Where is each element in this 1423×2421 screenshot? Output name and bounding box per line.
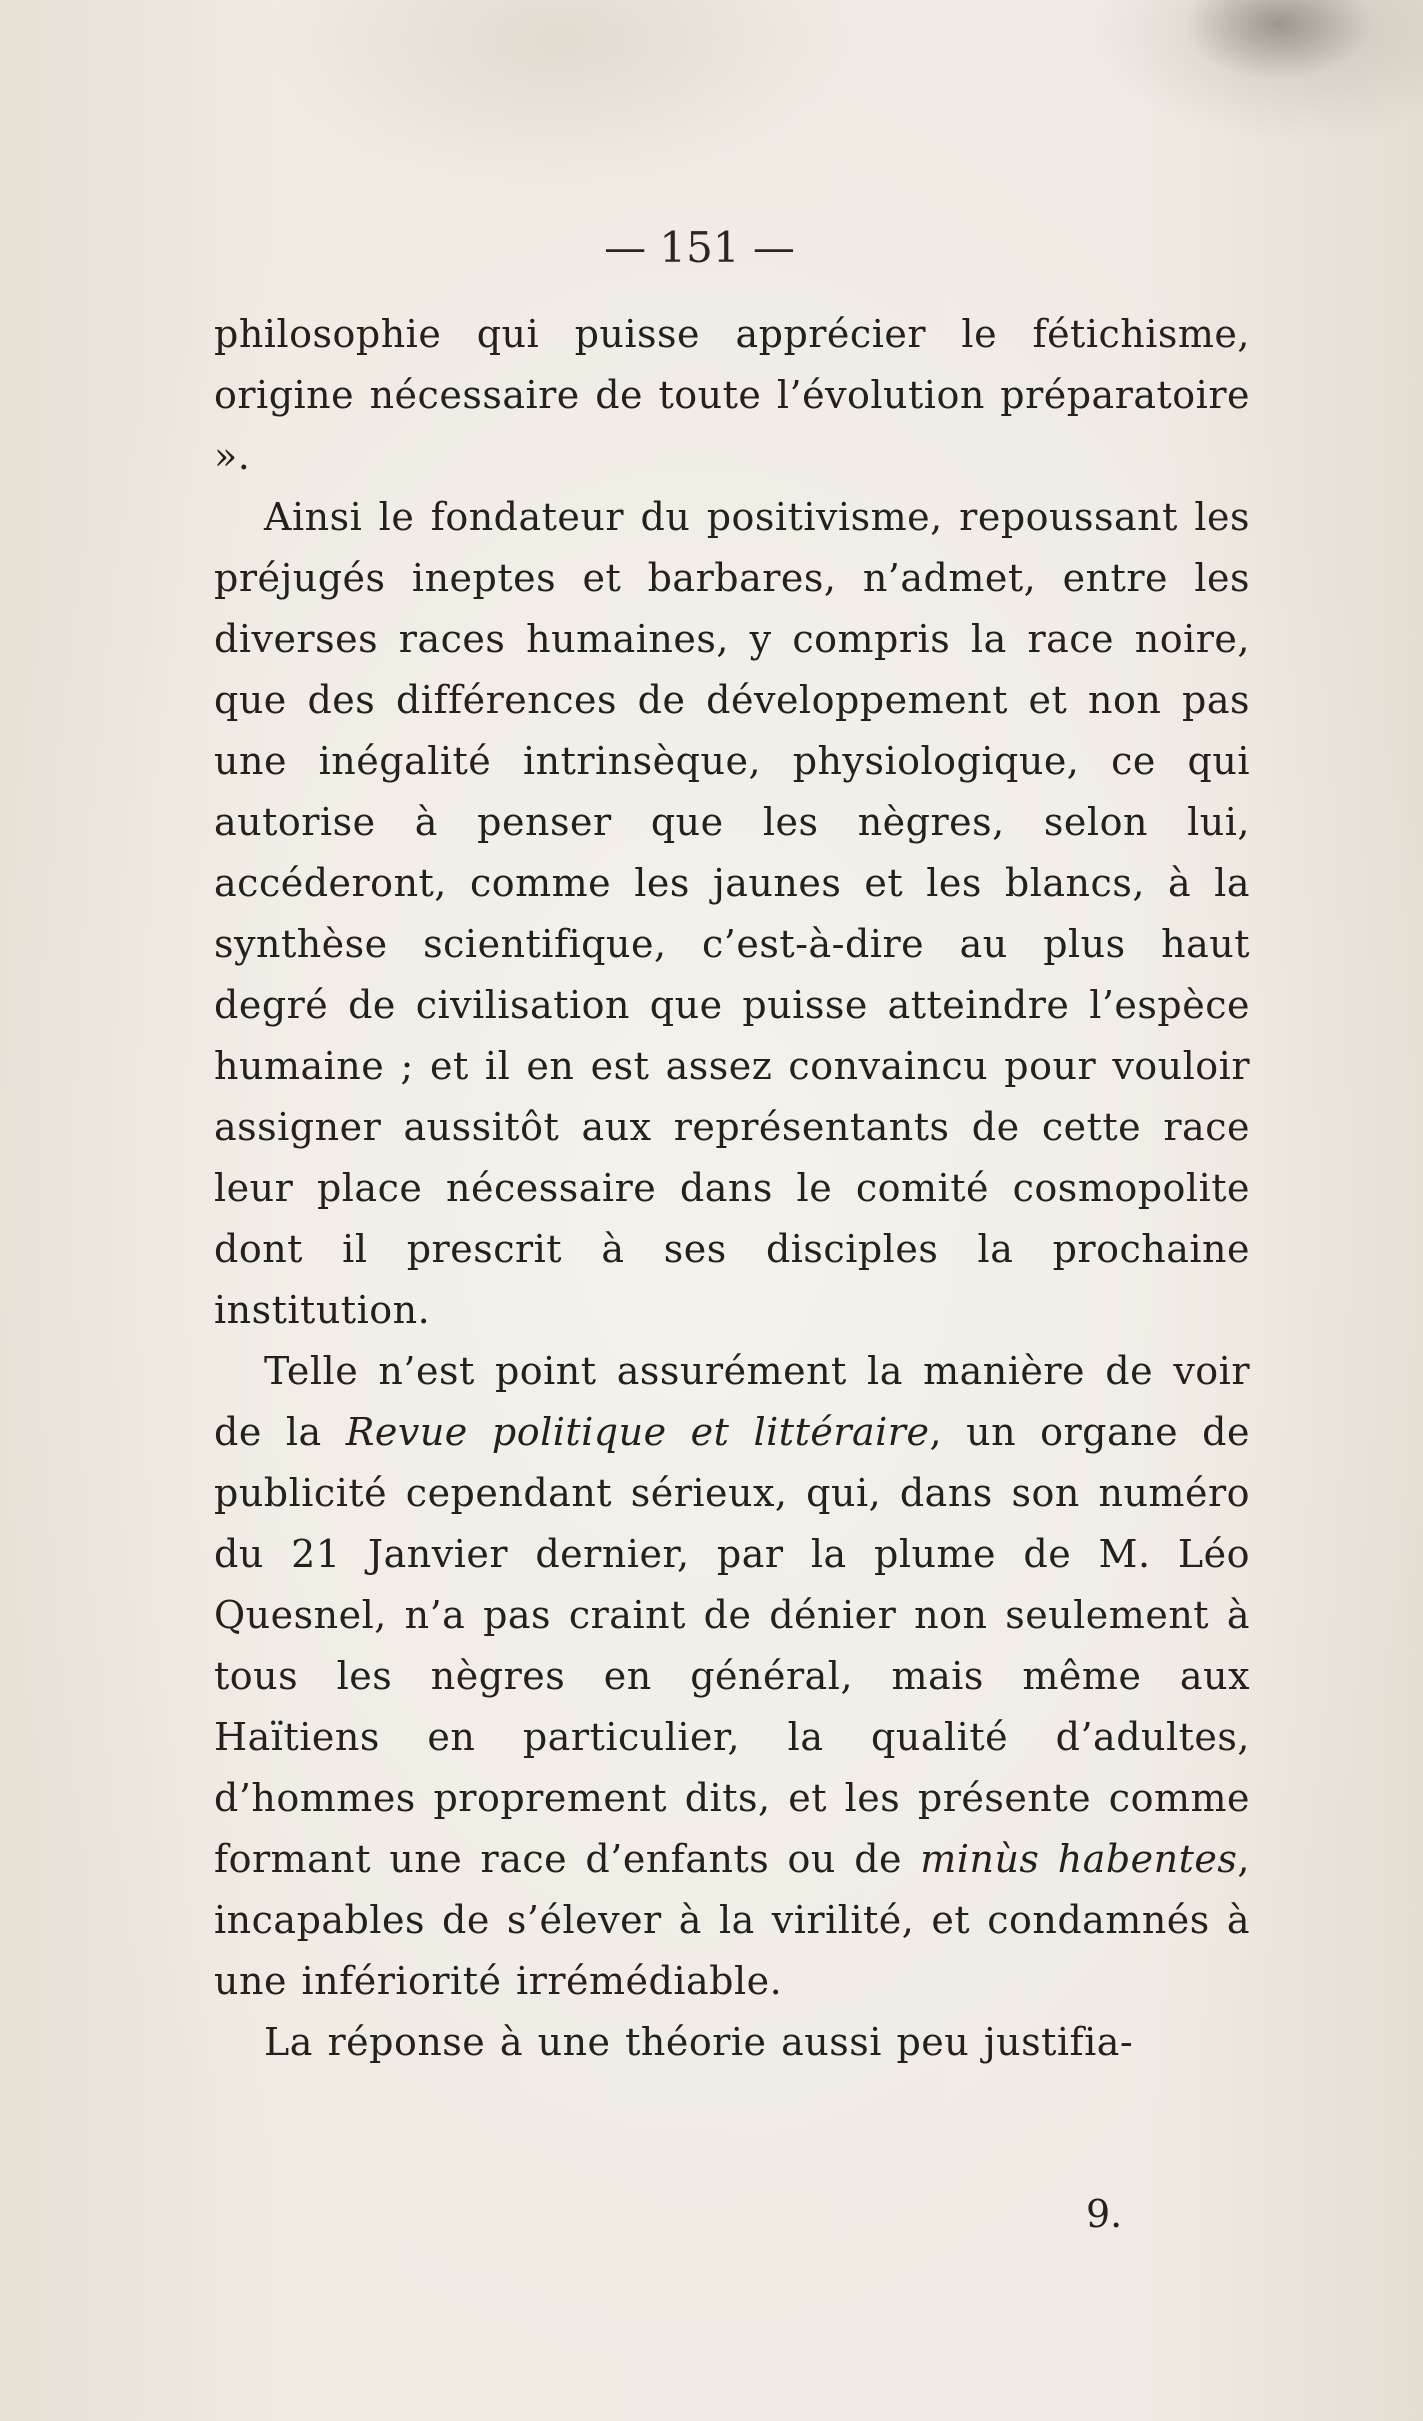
paragraph-text: , incapables de s’élever à la virilité, et condamnés à une infériorité irrémédiable. xyxy=(214,1837,1250,2003)
latin-phrase: minùs habentes xyxy=(920,1837,1238,1881)
paragraph-continued: philosophie qui puisse apprécier le fétichisme, origine nécessaire de toute l’évolution préparatoire ». xyxy=(214,312,1250,478)
journal-title: Revue politique et littéraire xyxy=(345,1410,930,1454)
signature-mark: 9. xyxy=(1086,2192,1123,2236)
page-stain xyxy=(1183,0,1373,80)
page-number-text: — 151 — xyxy=(604,223,795,272)
paragraph-text: , un organe de publicité cependant sérieux, qui, dans son numéro du 21 Janvier dernier, par la plume de M. Léo Quesnel, n’a pas craint de dénier non seulement à tous les nègres en général, mais même aux Haïtiens en particulier, la qualité d’adultes, d’hommes proprement dits, et les présente comme formant une race d’enfants ou de xyxy=(214,1410,1250,1881)
body-text xyxy=(214,304,1250,2073)
paragraph xyxy=(214,1341,1250,2012)
paragraph: Ainsi le fondateur du positivisme, repoussant les préjugés ineptes et barbares, n’admet, entre les diverses races humaines, y compris la race noire, que des différences de développement et non pas une inégalité intrinsèque, physiologique, ce qui autorise à penser que les nègres, selon lui, accéderont, comme les jaunes et les blancs, à la synthèse scientifique, c’est-à-dire au plus haut degré de civilisation que puisse atteindre l’espèce humaine ; et il en est assez convaincu pour vouloir assigner aussitôt aux représentants de cette race leur place nécessaire dans le comité cosmopolite dont il prescrit à ses disciples la prochaine institution. xyxy=(214,495,1250,1332)
paragraph: La réponse à une théorie aussi peu justifia- xyxy=(264,2020,1134,2064)
paragraph-text: Telle n’est point assurément la manière de voir de la xyxy=(214,1349,1250,1454)
page-number xyxy=(0,223,1423,272)
